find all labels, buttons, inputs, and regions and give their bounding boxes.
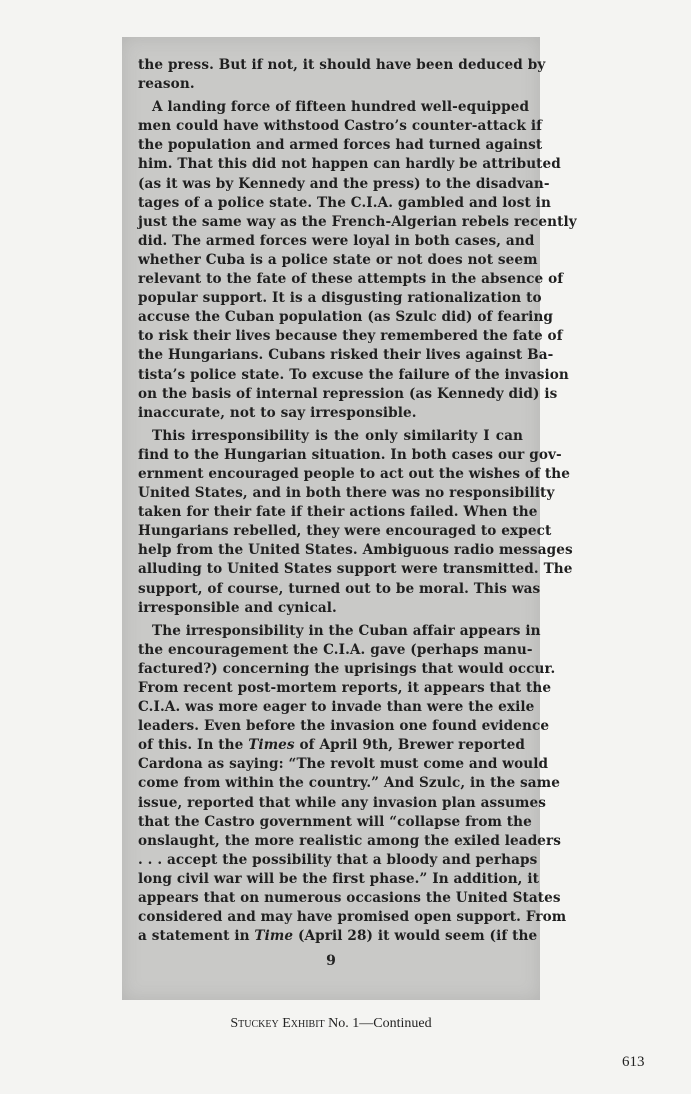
text-line: the population and armed forces had turned against — [138, 137, 543, 154]
text-segment: a statement in — [138, 928, 255, 945]
text-segment: of April 9th, Brewer reported — [294, 737, 525, 754]
text-line: tages of a police state. The C.I.A. gambled and lost in — [138, 194, 551, 211]
text-line: the encouragement the C.I.A. gave (perhaps manu- — [138, 641, 533, 658]
text-line: help from the United States. Ambiguous radio messages — [138, 542, 573, 559]
text-line: relevant to the fate of these attempts in the absence of — [138, 271, 564, 288]
text-line: the press. But if not, it should have been deduced by — [138, 57, 546, 73]
text-line: inaccurate, not to say irresponsible. — [138, 404, 417, 421]
text-line: that the Castro government will “collapse from the — [138, 813, 532, 830]
text-line: find to the Hungarian situation. In both cases our gov- — [138, 446, 562, 463]
document-body — [138, 56, 577, 950]
text-line: ernment encouraged people to act out the wishes of the — [138, 465, 570, 482]
exhibit-caption — [122, 1016, 540, 1032]
text-line: just the same way as the French-Algerian rebels recently — [138, 213, 577, 230]
text-line: irresponsible and cynical. — [138, 599, 337, 616]
text-line: whether Cuba is a police state or not does not seem — [138, 251, 538, 268]
text-line: alluding to United States support were transmitted. The — [138, 561, 573, 578]
text-segment: of this. In the — [138, 737, 249, 754]
text-line: on the basis of internal repression (as Kennedy did) is — [138, 385, 558, 402]
text-line: considered and may have promised open support. From — [138, 909, 567, 926]
text-line: the Hungarians. Cubans risked their lives against Ba- — [138, 347, 554, 364]
text-line: issue, reported that while any invasion plan assumes — [138, 794, 547, 811]
text-line: The irresponsibility in the Cuban affair appears in — [152, 622, 541, 639]
page-number: 9 — [326, 953, 336, 969]
text-line: popular support. It is a disgusting rationalization to — [138, 290, 542, 307]
text-line: onslaught, the more realistic among the exiled leaders — [138, 832, 562, 849]
text-line: C.I.A. was more eager to invade than were the exile — [138, 699, 535, 716]
text-line: United States, and in both there was no responsibility — [138, 485, 555, 502]
text-line: long civil war will be the first phase.” In addition, it — [138, 870, 539, 887]
text-line — [138, 927, 538, 946]
text-line: did. The armed forces were loyal in both cases, and — [138, 232, 535, 249]
text-line: men could have withstood Castro’s counter-attack if — [138, 118, 543, 135]
folio-number: 613 — [622, 1054, 645, 1070]
exhibit-title: Stuckey Exhibit — [230, 1016, 325, 1031]
text-line: . . . accept the possibility that a bloody and perhaps — [138, 851, 538, 868]
italic-title: Times — [248, 737, 295, 754]
text-line: A landing force of fifteen hundred well-equipped — [152, 99, 530, 116]
text-line: From recent post-mortem reports, it appears that the — [138, 680, 552, 696]
text-line: support, of course, turned out to be moral. This was — [138, 580, 541, 597]
text-line: come from within the country.” And Szulc, in the same — [138, 775, 560, 792]
text-line — [138, 736, 523, 755]
text-line: Cardona as saying: “The revolt must come and would — [138, 756, 549, 773]
text-line: taken for their fate if their actions failed. When the — [138, 504, 538, 521]
paragraph — [138, 622, 567, 947]
text-line: accuse the Cuban population (as Szulc did) of fearing — [138, 309, 554, 326]
text-line: (as it was by Kennedy and the press) to the disadvan- — [138, 175, 550, 192]
text-line: appears that on numerous occasions the United States — [138, 890, 561, 907]
text-line: tista’s police state. To excuse the failure of the invasion — [138, 366, 569, 383]
paragraph — [138, 427, 573, 618]
text-line: This irresponsibility is the only similarity I can — [152, 427, 523, 444]
text-segment: (April 28) it would seem (if the — [293, 928, 538, 945]
exhibit-number: No. 1—Continued — [328, 1016, 432, 1031]
text-line: reason. — [138, 76, 195, 93]
text-line: to risk their lives because they remembered the fate of — [138, 328, 563, 345]
text-line: Hungarians rebelled, they were encouraged to expect — [138, 523, 552, 540]
paragraph — [138, 56, 546, 94]
text-line: factured?) concerning the uprisings that would occur. — [138, 660, 556, 677]
paragraph — [138, 98, 577, 423]
italic-title: Time — [254, 928, 294, 945]
text-line: him. That this did not happen can hardly be attributed — [138, 156, 561, 173]
text-line: leaders. Even before the invasion one found evidence — [138, 718, 550, 735]
